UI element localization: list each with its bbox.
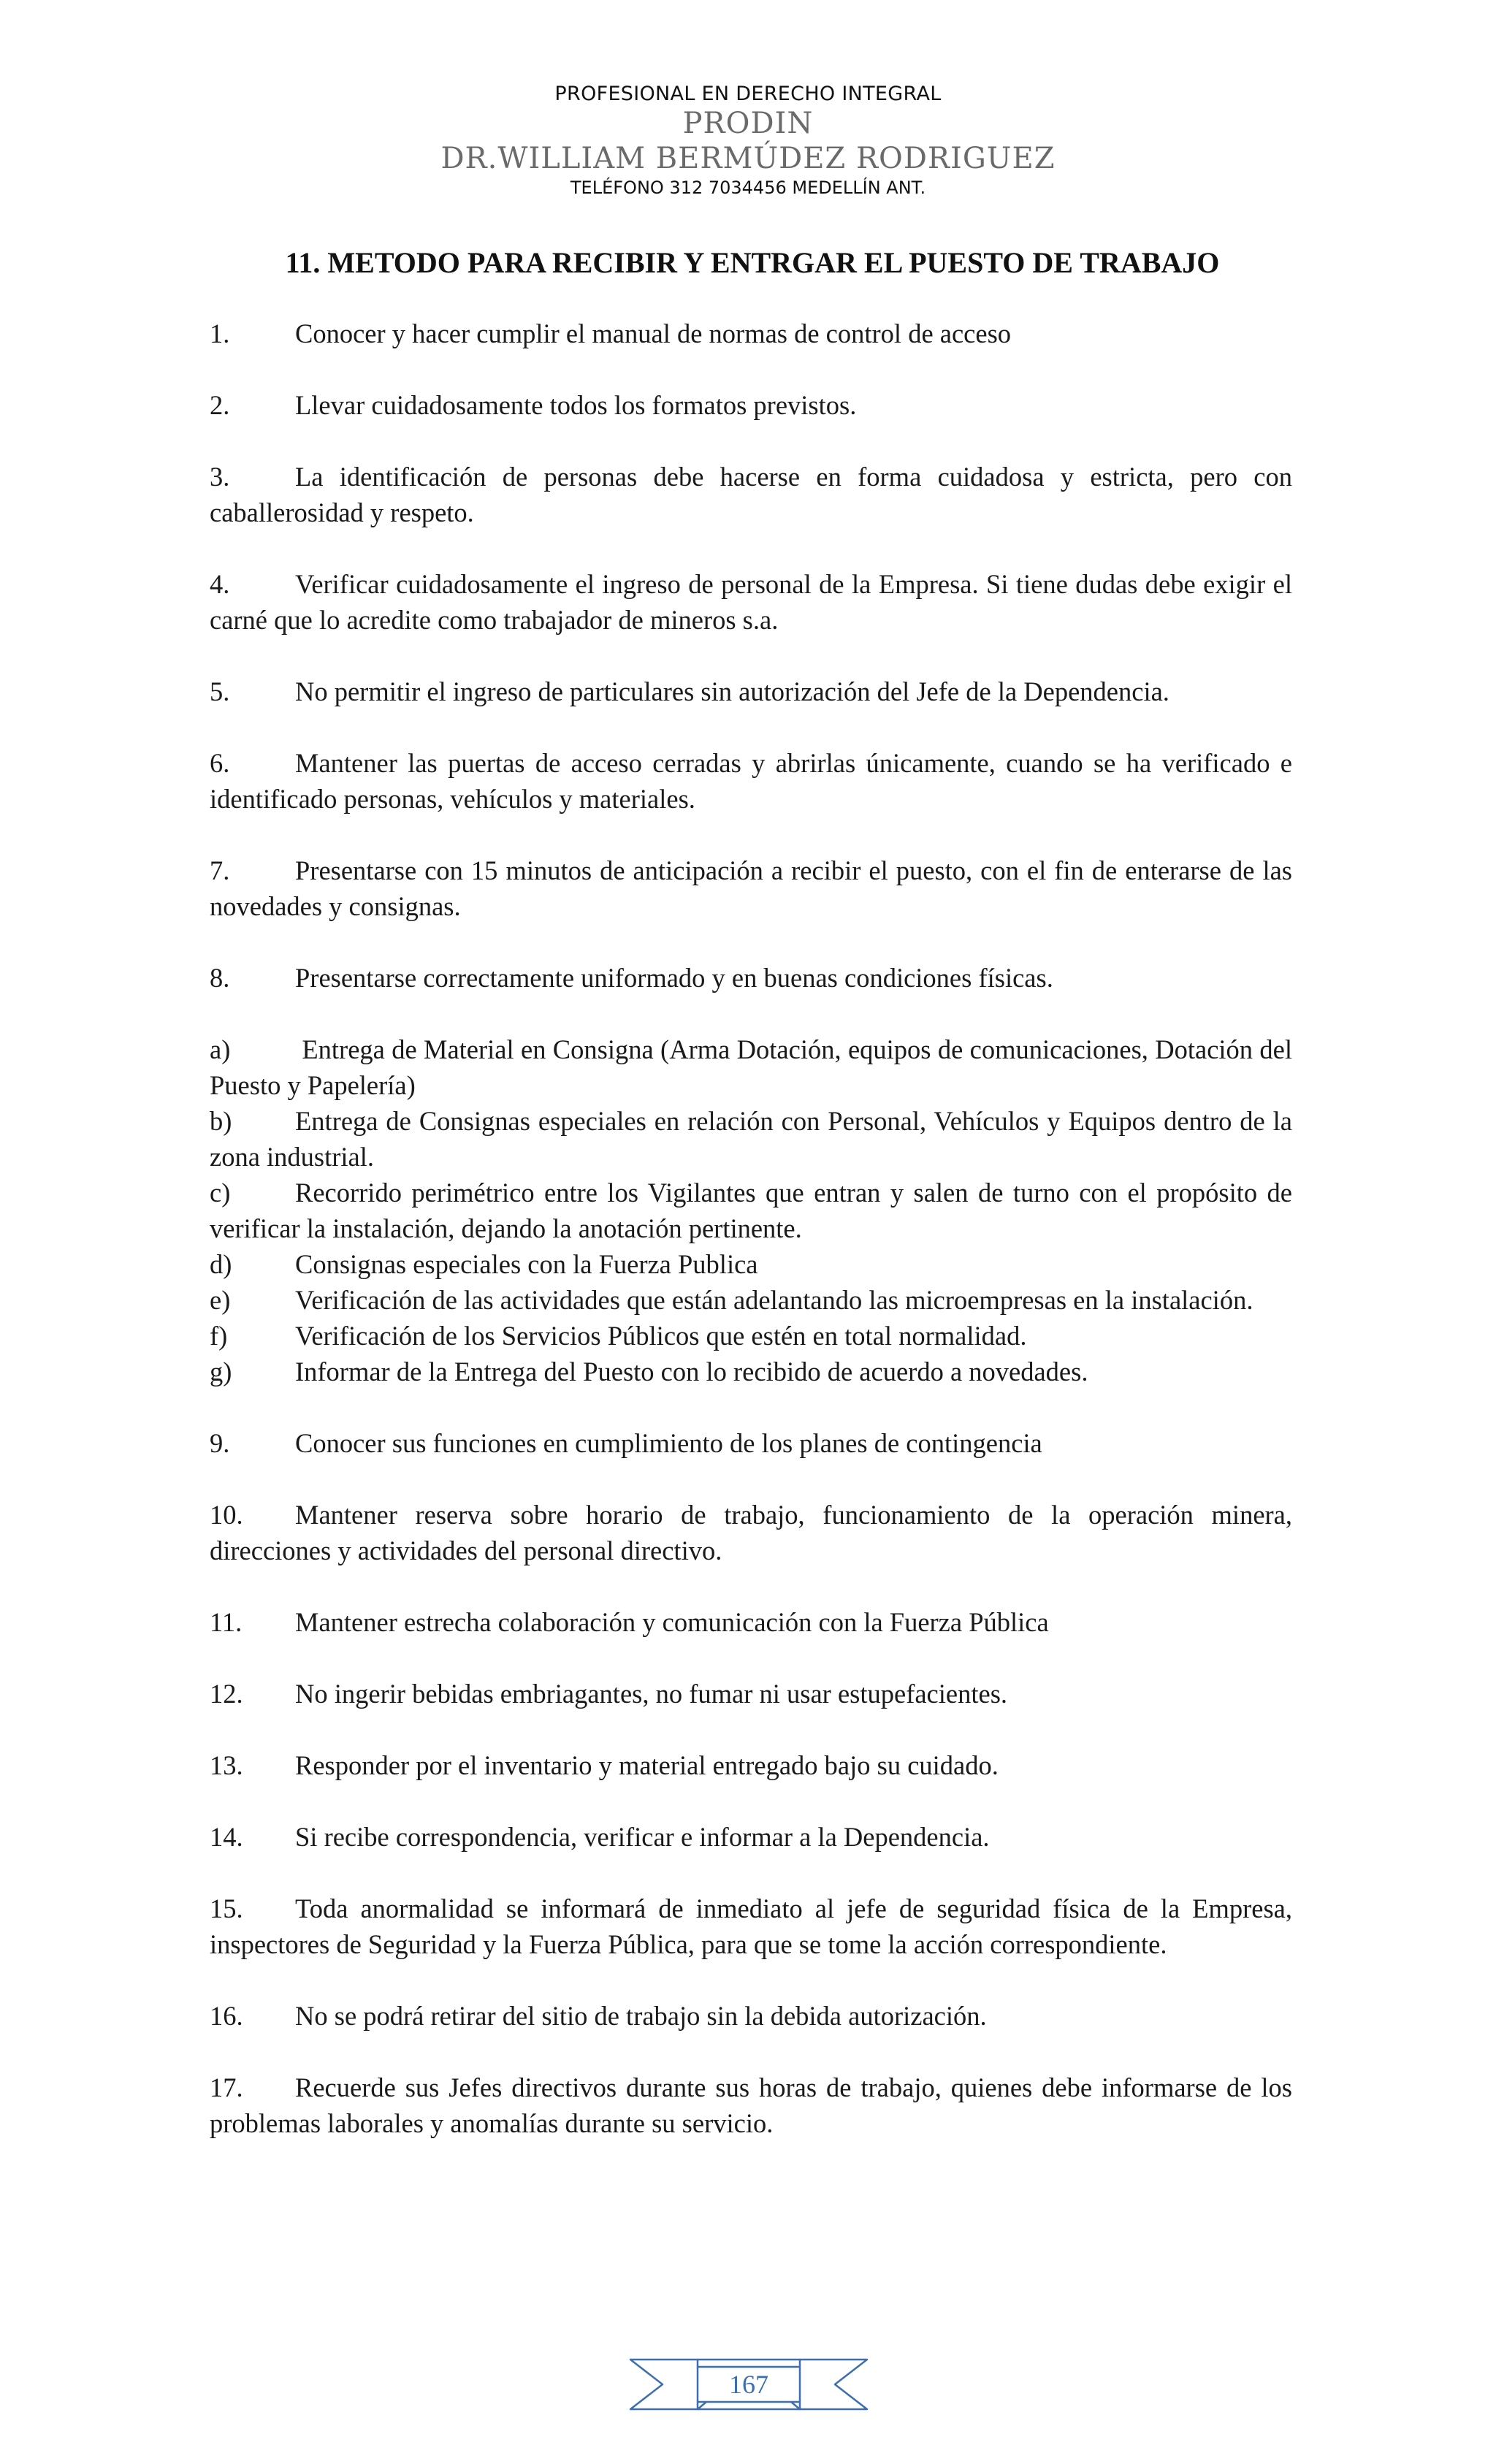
item-number: 8. <box>210 963 230 993</box>
sub-item <box>210 1318 1292 1354</box>
list-item <box>210 1891 1292 1962</box>
sub-item-text: Verificación de las actividades que están adelantando las microempresas en la instalación. <box>295 1285 1253 1315</box>
item-text: No permitir el ingreso de particulares sin autorización del Jefe de la Dependencia. <box>295 676 1169 706</box>
page-header <box>0 82 1496 199</box>
sub-item <box>210 1031 1292 1103</box>
item-number: 13. <box>210 1750 243 1780</box>
item-number: 10. <box>210 1500 243 1530</box>
item-number: 12. <box>210 1679 243 1709</box>
header-firm-acronym: PRODIN <box>682 107 814 140</box>
item-number: 1. <box>210 319 230 348</box>
sub-item <box>210 1246 1292 1282</box>
item-text: La identificación de personas debe hacerse en forma cuidadosa y estricta, pero con caballerosidad y respeto. <box>210 462 1292 527</box>
item-text: Presentarse correctamente uniformado y en buenas condiciones físicas. <box>295 963 1053 993</box>
item-number: 14. <box>210 1822 243 1852</box>
list-item <box>210 1676 1292 1712</box>
item-number: 16. <box>210 2001 243 2031</box>
item-text: Mantener estrecha colaboración y comunicación con la Fuerza Pública <box>295 1607 1049 1637</box>
item-text: Si recibe correspondencia, verificar e informar a la Dependencia. <box>295 1822 990 1852</box>
list-item <box>210 1425 1292 1461</box>
item-number: 3. <box>210 462 230 492</box>
list-item <box>210 1747 1292 1783</box>
sub-item-letter: f) <box>210 1321 228 1351</box>
sub-item <box>210 1175 1292 1246</box>
sub-item-letter: b) <box>210 1106 232 1136</box>
list-item <box>210 1819 1292 1855</box>
list-item <box>210 674 1292 709</box>
item-text: No se podrá retirar del sitio de trabajo sin la debida autorización. <box>295 2001 987 2031</box>
page-number-banner <box>625 2346 873 2419</box>
sub-item-text: Entrega de Material en Consigna (Arma Dotación, equipos de comunicaciones, Dotación del Puesto y Papelería) <box>210 1034 1292 1100</box>
item-number: 4. <box>210 569 230 599</box>
list-item <box>210 459 1292 530</box>
item-number: 15. <box>210 1893 243 1923</box>
item-text: Presentarse con 15 minutos de anticipación a recibir el puesto, con el fin de enterarse de las novedades y consignas. <box>210 855 1292 921</box>
list-item <box>210 1497 1292 1568</box>
header-firm-label: PROFESIONAL EN DERECHO INTEGRAL <box>554 83 942 105</box>
item-text: Responder por el inventario y material entregado bajo su cuidado. <box>295 1750 999 1780</box>
sub-item-letter: c) <box>210 1178 231 1208</box>
header-phone-city: TELÉFONO 312 7034456 MEDELLÍN ANT. <box>570 178 926 198</box>
sub-item <box>210 1103 1292 1175</box>
sub-item-text: Recorrido perimétrico entre los Vigilantes que entran y salen de turno con el propósito de verificar la instalación, dejando la anotación pertinente. <box>210 1178 1292 1243</box>
list-item <box>210 2070 1292 2141</box>
sub-item-text: Consignas especiales con la Fuerza Publica <box>295 1249 758 1279</box>
item-text: Recuerde sus Jefes directivos durante sus horas de trabajo, quienes debe informarse de los problemas laborales y anomalías durante su servicio. <box>210 2072 1292 2138</box>
sub-item-letter: d) <box>210 1249 232 1279</box>
list-item <box>210 853 1292 924</box>
list-item <box>210 387 1292 423</box>
item-text: Conocer y hacer cumplir el manual de normas de control de acceso <box>295 319 1012 348</box>
item-number: 7. <box>210 855 230 885</box>
list-item <box>210 566 1292 638</box>
item-number: 17. <box>210 2072 243 2102</box>
section-title: 11. METODO PARA RECIBIR Y ENTRGAR EL PUESTO DE TRABAJO <box>285 246 1220 279</box>
header-lawyer-name: DR.WILLIAM BERMÚDEZ RODRIGUEZ <box>440 142 1056 175</box>
list-item <box>210 1604 1292 1640</box>
item-number: 5. <box>210 676 230 706</box>
item-text: Mantener reserva sobre horario de trabajo, funcionamiento de la operación minera, direcciones y actividades del personal directivo. <box>210 1500 1292 1565</box>
item-text: Conocer sus funciones en cumplimiento de los planes de contingencia <box>295 1428 1042 1458</box>
sub-item-letter: e) <box>210 1285 231 1315</box>
list-item <box>210 316 1292 351</box>
item-text: Verificar cuidadosamente el ingreso de personal de la Empresa. Si tiene dudas debe exigir el carné que lo acredite como trabajador de mineros s.a. <box>210 569 1292 635</box>
list-item <box>210 745 1292 817</box>
item-number: 6. <box>210 748 230 778</box>
sub-item-text: Entrega de Consignas especiales en relación con Personal, Vehículos y Equipos dentro de la zona industrial. <box>210 1106 1292 1172</box>
item-text: Toda anormalidad se informará de inmediato al jefe de seguridad física de la Empresa, inspectores de Seguridad y la Fuerza Pública, para que se tome la acción correspondiente. <box>210 1893 1292 1959</box>
sub-item-letter: g) <box>210 1357 232 1387</box>
list-item <box>210 1998 1292 2034</box>
item-number: 11. <box>210 1607 243 1637</box>
item-number: 2. <box>210 390 230 420</box>
list-item <box>210 960 1292 996</box>
document-body <box>210 316 1292 2141</box>
item-number: 9. <box>210 1428 230 1458</box>
sub-item-text: Verificación de los Servicios Públicos que estén en total normalidad. <box>295 1321 1027 1351</box>
sub-item <box>210 1354 1292 1389</box>
sub-item-text: Informar de la Entrega del Puesto con lo recibido de acuerdo a novedades. <box>295 1357 1088 1387</box>
sub-item-letter: a) <box>210 1034 231 1064</box>
sub-item <box>210 1282 1292 1318</box>
page-number: 167 <box>729 2370 768 2399</box>
item-text: No ingerir bebidas embriagantes, no fumar ni usar estupefacientes. <box>295 1679 1008 1709</box>
item-text: Mantener las puertas de acceso cerradas y abrirlas únicamente, cuando se ha verificado e identificado personas, vehículos y materiales. <box>210 748 1292 814</box>
item-text: Llevar cuidadosamente todos los formatos previstos. <box>295 390 857 420</box>
